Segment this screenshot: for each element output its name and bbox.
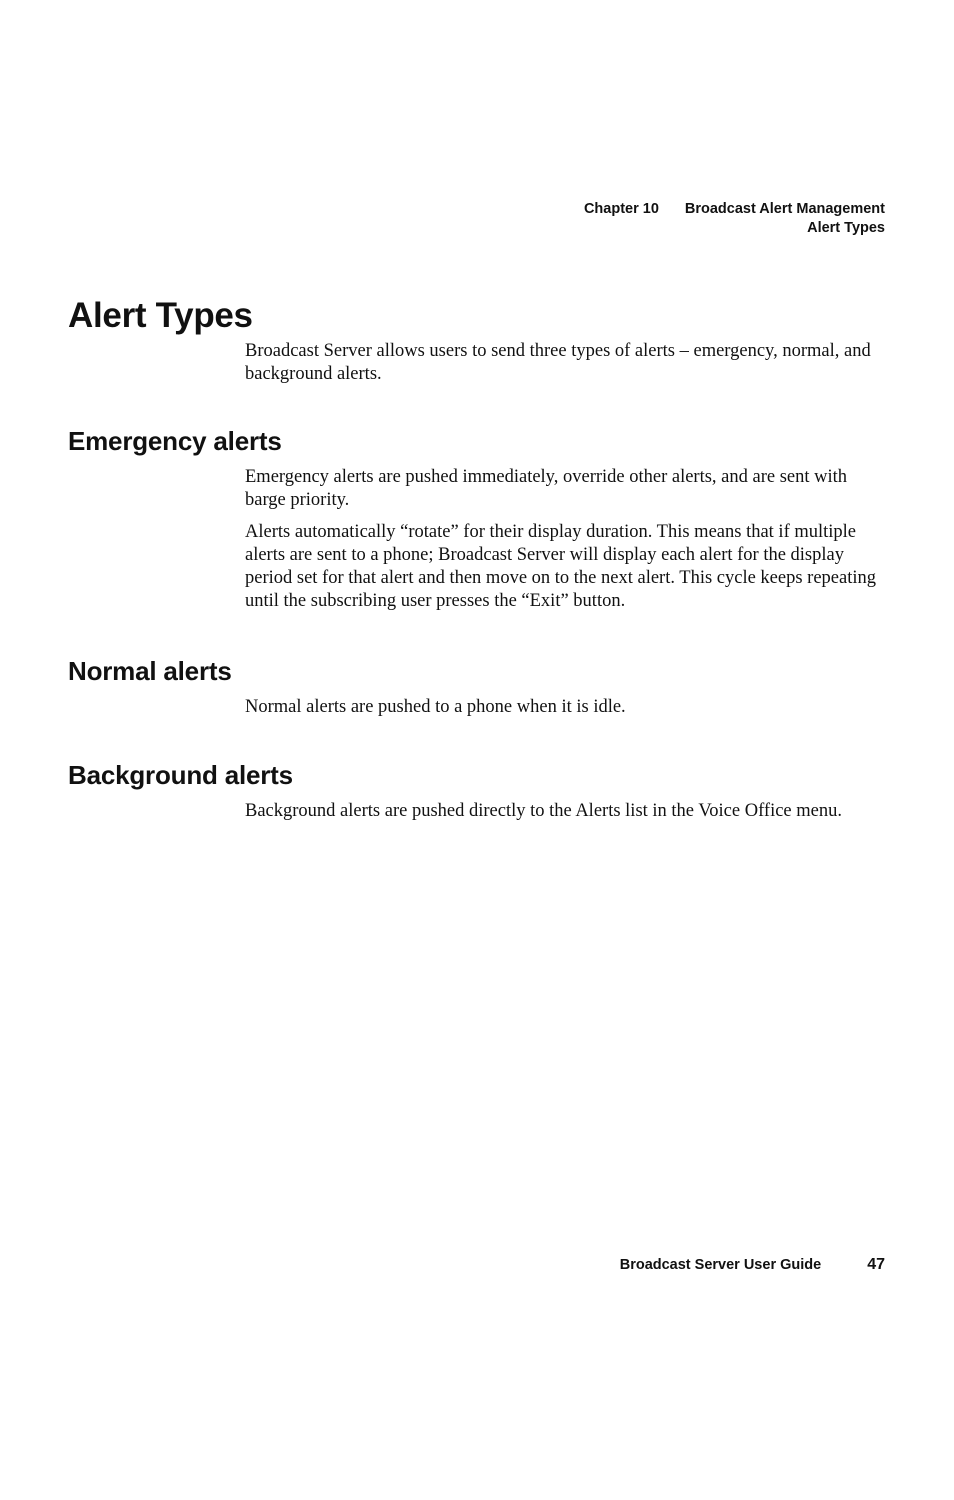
intro-paragraph: Broadcast Server allows users to send three types of alerts – emergency, normal, and background alerts.	[245, 341, 871, 384]
section-background-alerts	[68, 759, 886, 823]
section-paragraph: Background alerts are pushed directly to the Alerts list in the Voice Office menu.	[245, 801, 842, 821]
page-number: 47	[867, 1256, 885, 1273]
guide-title: Broadcast Server User Guide	[619, 1257, 822, 1273]
page-title: Alert Types	[68, 296, 253, 335]
section-heading: Background alerts	[68, 760, 293, 790]
section-heading: Emergency alerts	[68, 426, 282, 456]
header-chapter-line	[584, 200, 885, 219]
running-footer	[620, 1255, 885, 1275]
section-emergency-alerts	[68, 425, 886, 613]
section-paragraph: Alerts automatically “rotate” for their display duration. This means that if multiple alerts are sent to a phone; Broadcast Server will display each alert for the display period set for that alert and then move on to the next alert. This cycle keeps repeating until the subscribing user presses the “Exit” button.	[245, 522, 877, 611]
section-heading: Normal alerts	[68, 656, 232, 686]
section-paragraph: Normal alerts are pushed to a phone when it is idle.	[245, 697, 626, 717]
header-section-title: Alert Types	[807, 220, 885, 236]
chapter-title: Broadcast Alert Management	[684, 201, 885, 217]
chapter-label: Chapter 10	[583, 201, 659, 217]
section-paragraph: Emergency alerts are pushed immediately, override other alerts, and are sent with barge priority.	[245, 467, 848, 510]
page-content	[68, 295, 886, 832]
running-header	[584, 200, 885, 238]
section-normal-alerts	[68, 655, 886, 719]
